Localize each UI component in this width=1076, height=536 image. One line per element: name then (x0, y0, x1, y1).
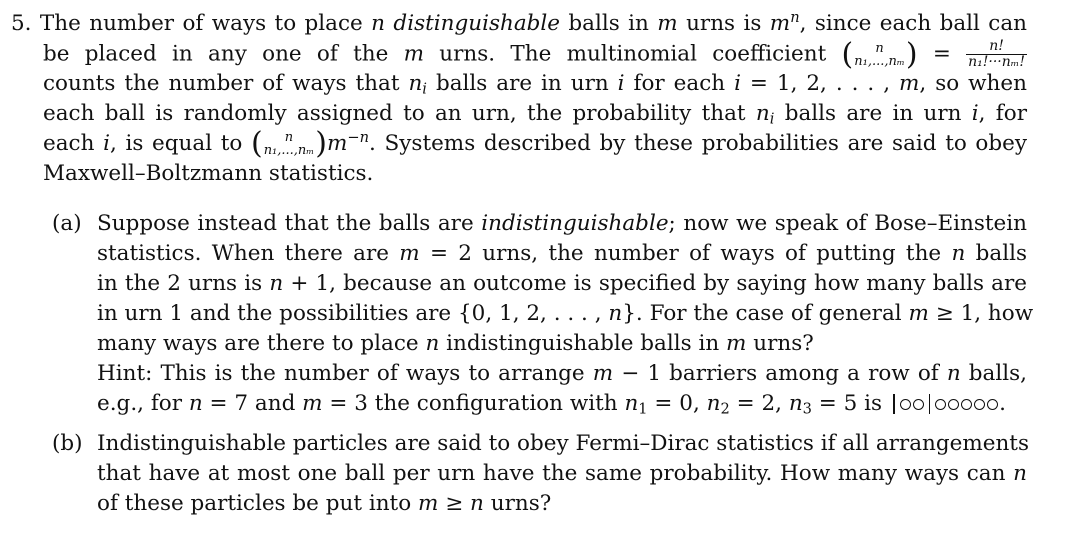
part-b-line-2: that have at most one ball per urn have the same probability. How many ways can n (97, 461, 1027, 486)
barrier-icon (893, 394, 895, 414)
ball-icon (913, 399, 924, 410)
ball-icon (961, 399, 972, 410)
part-a-line-3: in the 2 urns is n + 1, because an outcome is specified by saying how many balls are (97, 271, 1027, 296)
problem-line-5: each i, is equal to ( n n₁,...,nₘ )$m^{-n}$. Systems described by these probabilities are said to obey (43, 126, 1028, 161)
problem-line-3: counts the number of ways that $n_i$ balls are in urn i for each i = 1, 2, . . . , m, so when (43, 71, 1027, 98)
multinomial-coefficient: ( n n₁,...,nₘ ) (841, 36, 918, 72)
multinomial-coefficient-inline: ( n n₁,...,nₘ ) (250, 126, 327, 161)
problem-line-4: each ball is randomly assigned to an urn, the probability that $n_i$ balls are in urn i, for (43, 101, 1027, 128)
ball-icon (948, 399, 959, 410)
ball-icon (900, 399, 911, 410)
ball-bar-configuration (889, 391, 999, 416)
ball-icon (987, 399, 998, 410)
part-a-line-2: statistics. When there are m = 2 urns, the number of ways of putting the n balls (97, 241, 1028, 266)
part-a-label: (a) (52, 211, 82, 236)
factorial-fraction: $\frac{n!}{\text{n₁!···nₘ!}}$ (968, 38, 1025, 70)
ball-icon (935, 399, 946, 410)
part-b-label: (b) (52, 431, 83, 456)
problem-line-1: 5. The number of ways to place n distinguishable balls in m urns is $m^n$, since each ball can (11, 8, 1028, 36)
problem-line-6: Maxwell–Boltzmann statistics. (43, 161, 374, 186)
part-a-line-1: Suppose instead that the balls are indistinguishable; now we speak of Bose–Einstein (97, 211, 1027, 236)
part-a-hint-line-2: e.g., for n = 7 and m = 3 the configuration with $n_1 = 0$, $n_2 = 2$, $n_3 = 5$ is . (97, 391, 1006, 418)
problem-line-2: be placed in any one of the m urns. The multinomial coefficient ( n n₁,...,nₘ ) = $\frac{n!}{\text{n₁!···nₘ!}}$ (43, 36, 1025, 72)
part-a-hint-line-1: Hint: This is the number of ways to arrange m − 1 barriers among a row of n balls, (97, 361, 1027, 386)
barrier-icon (929, 394, 931, 414)
part-a-line-4: in urn 1 and the possibilities are {0, 1, 2, . . . , n}. For the case of general m ≥ 1, how (97, 301, 1034, 326)
part-a-line-5: many ways are there to place n indistinguishable balls in m urns? (97, 331, 814, 356)
problem-number: 5. (11, 11, 32, 36)
part-b-line-3: of these particles be put into m ≥ n urns? (97, 491, 552, 516)
ball-icon (974, 399, 985, 410)
part-b-line-1: Indistinguishable particles are said to obey Fermi–Dirac statistics if all arrangements (97, 431, 1029, 456)
